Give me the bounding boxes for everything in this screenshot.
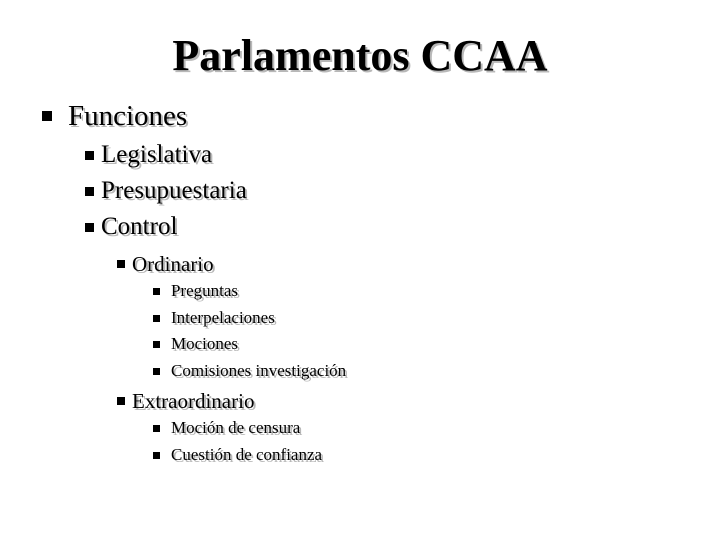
square-bullet-icon xyxy=(153,288,160,295)
bullet-label: Extraordinario xyxy=(132,389,255,413)
bullet-item-ordinario xyxy=(117,251,214,277)
bullet-label: Comisiones investigación xyxy=(171,361,347,380)
bullet-label: Funciones xyxy=(68,100,188,132)
bullet-item-mociones xyxy=(153,333,238,355)
bullet-label: Preguntas xyxy=(171,281,239,300)
bullet-label: Cuestión de confianza xyxy=(171,445,323,464)
square-bullet-icon xyxy=(42,111,52,121)
square-bullet-icon xyxy=(85,223,94,232)
square-bullet-icon xyxy=(153,452,160,459)
bullet-label: Ordinario xyxy=(132,252,214,276)
bullet-label: Mociones xyxy=(171,334,239,353)
square-bullet-icon xyxy=(153,315,160,322)
bullet-item-legislativa xyxy=(85,140,212,170)
square-bullet-icon xyxy=(153,368,160,375)
bullet-item-control xyxy=(85,212,177,242)
bullet-item-extraordinario xyxy=(117,388,254,414)
bullet-item-cuestion-de-confianza xyxy=(153,444,322,466)
square-bullet-icon xyxy=(117,397,125,405)
bullet-label: Moción de censura xyxy=(171,418,301,437)
bullet-item-preguntas xyxy=(153,280,238,302)
slide-title: Parlamentos CCAA xyxy=(172,31,548,80)
square-bullet-icon xyxy=(85,151,94,160)
bullet-label: Presupuestaria xyxy=(101,177,247,204)
bullet-item-funciones xyxy=(42,99,187,133)
square-bullet-icon xyxy=(153,425,160,432)
square-bullet-icon xyxy=(85,187,94,196)
bullet-label: Interpelaciones xyxy=(171,308,275,327)
bullet-item-mocion-de-censura xyxy=(153,417,300,439)
square-bullet-icon xyxy=(117,260,125,268)
square-bullet-icon xyxy=(153,341,160,348)
bullet-item-interpelaciones xyxy=(153,307,275,329)
bullet-item-presupuestaria xyxy=(85,176,247,206)
bullet-label: Control xyxy=(101,213,178,240)
bullet-label: Legislativa xyxy=(101,141,213,168)
bullet-item-comisiones-investigacion xyxy=(153,360,346,382)
